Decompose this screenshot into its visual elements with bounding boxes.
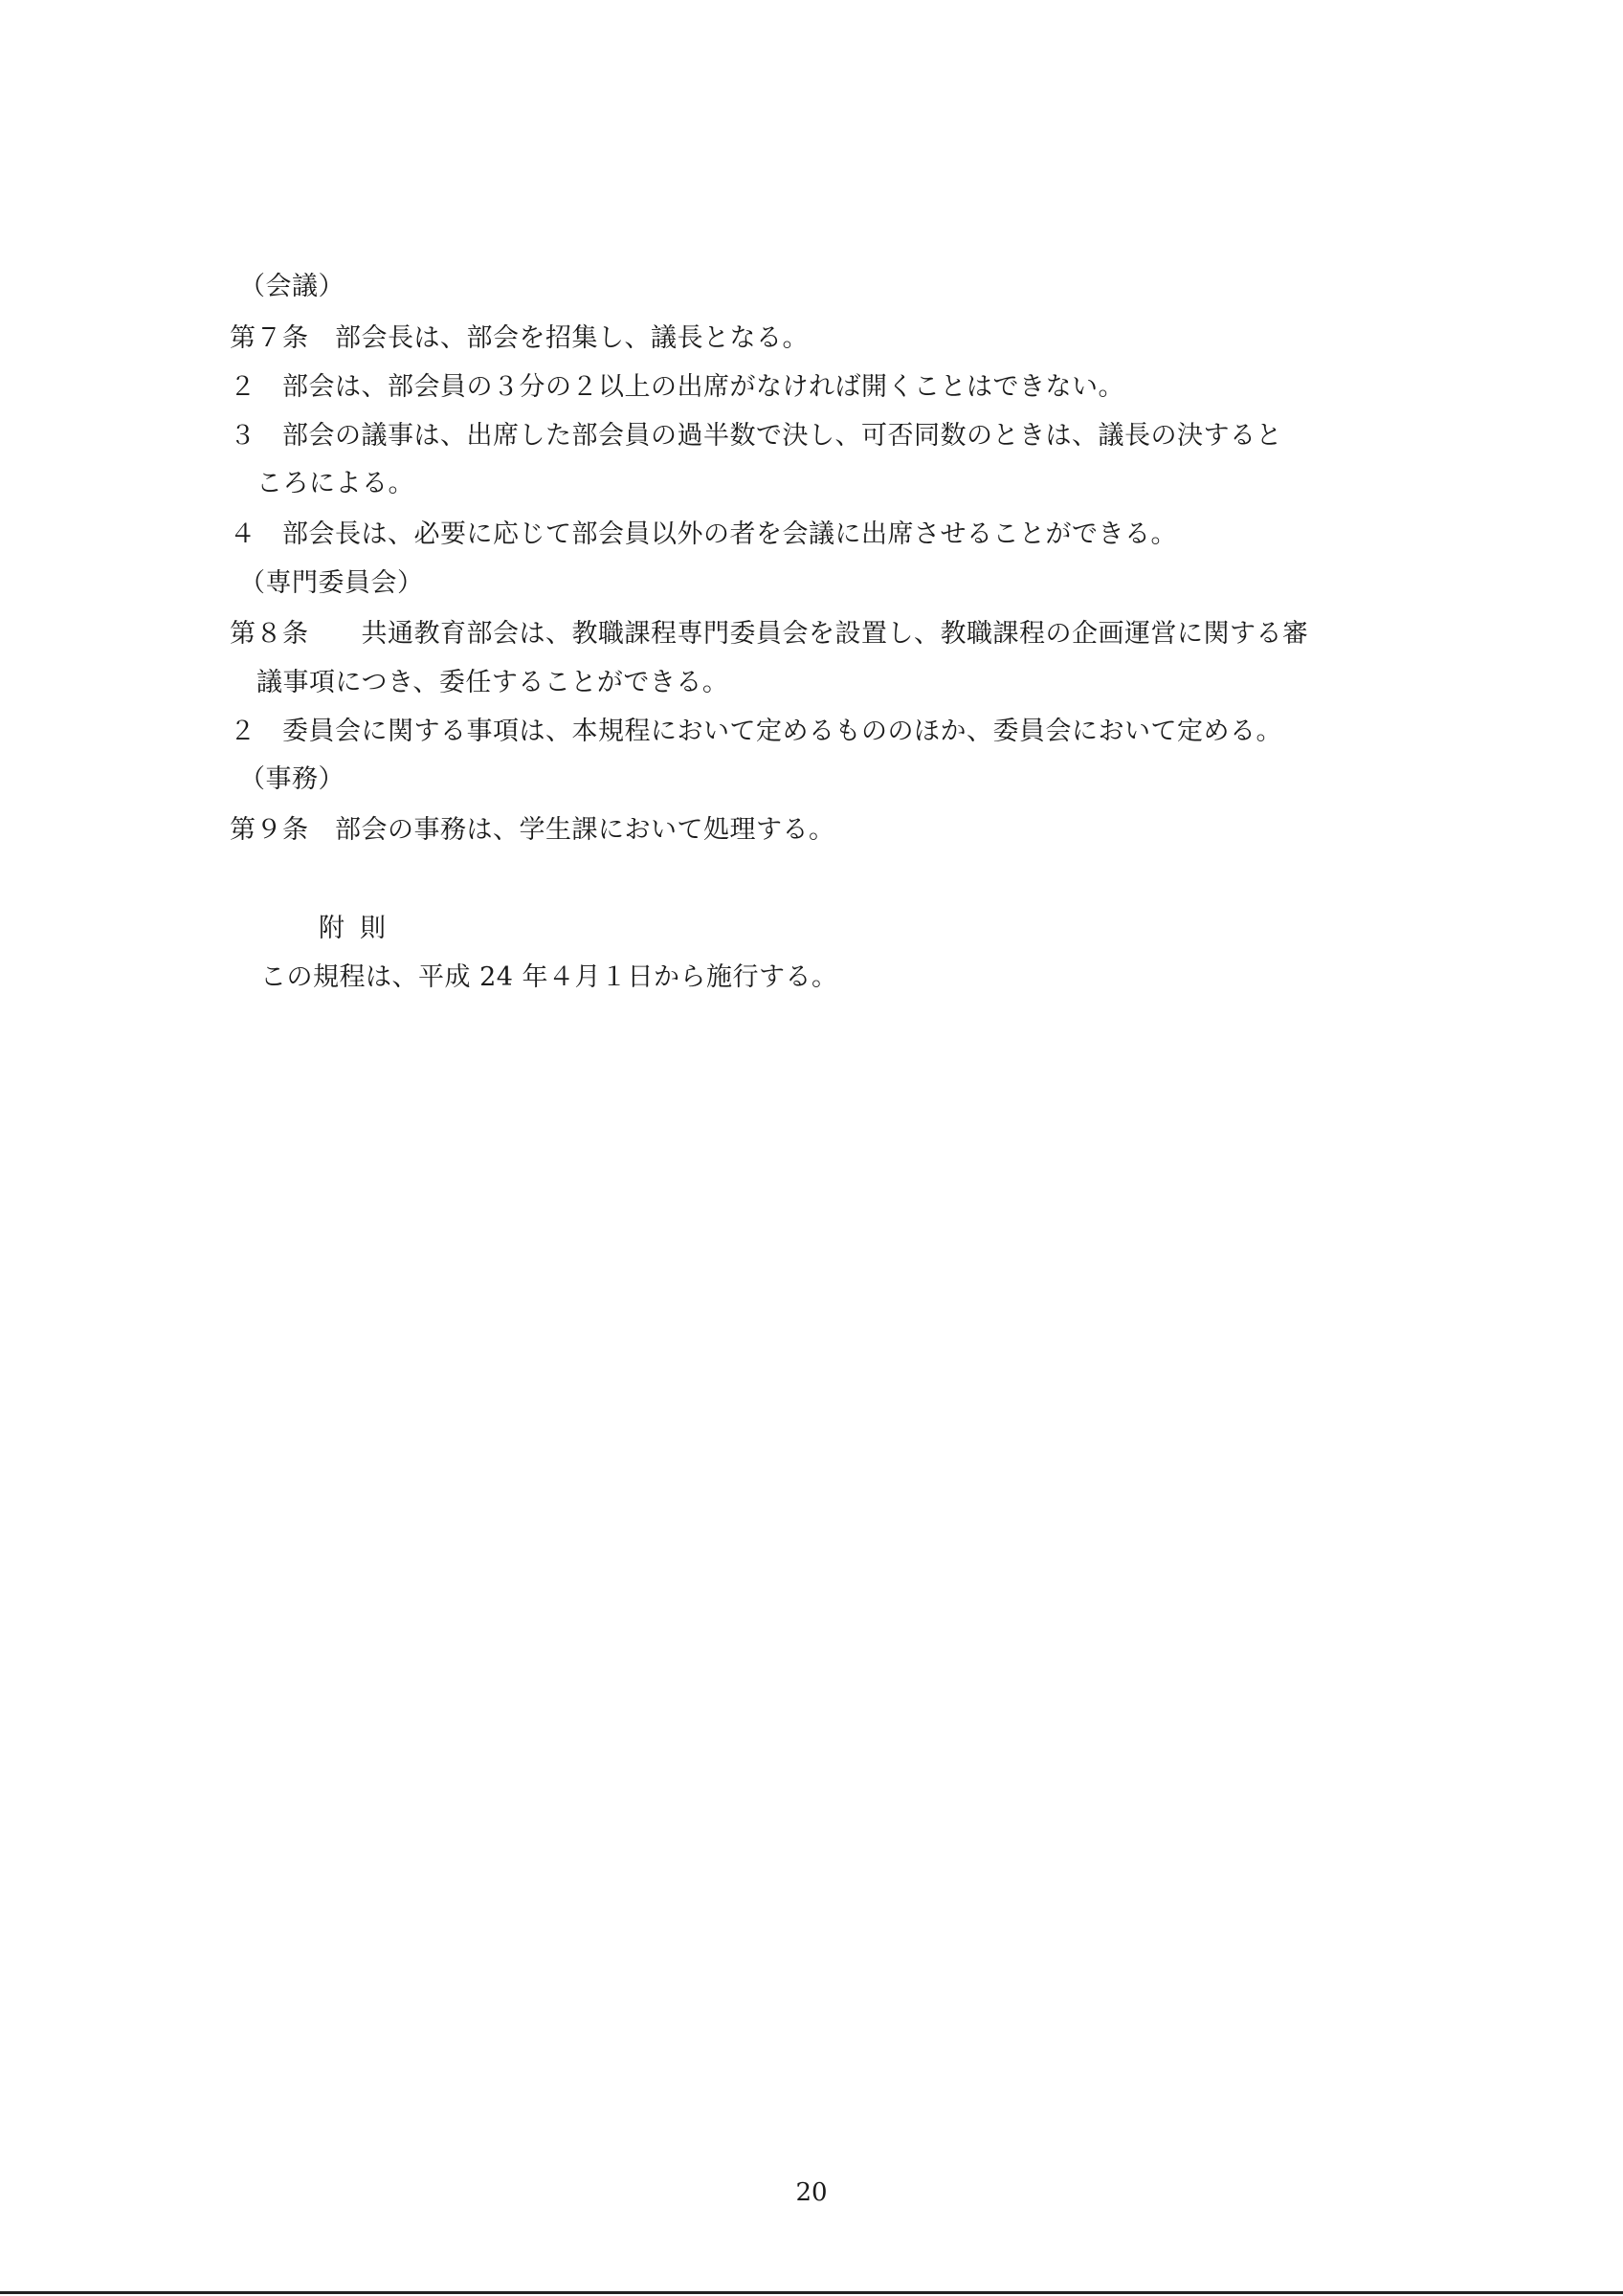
article-8-paragraph-2: ２ 委員会に関する事項は、本規程において定めるもののほか、委員会において定める。 xyxy=(230,717,1282,746)
article-8-text: 第８条 共通教育部会は、教職課程専門委員会を設置し、教職課程の企画運営に関する審 xyxy=(230,619,1309,649)
section-heading-meeting: （会議） xyxy=(239,272,345,301)
article-7-text: 第７条 部会長は、部会を招集し、議長となる。 xyxy=(230,323,809,353)
article-7-paragraph-4: ４ 部会長は、必要に応じて部会員以外の者を会議に出席させることができる。 xyxy=(230,519,1177,549)
section-heading-committee: （専門委員会） xyxy=(239,568,424,598)
bottom-border-line xyxy=(0,2291,1623,2294)
article-7-paragraph-3-continuation: ころによる。 xyxy=(256,469,414,498)
section-heading-affairs: （事務） xyxy=(239,764,345,794)
article-7-paragraph-3: ３ 部会の議事は、出席した部会員の過半数で決し、可否同数のときは、議長の決すると xyxy=(230,421,1282,451)
article-7-paragraph-2: ２ 部会は、部会員の３分の２以上の出席がなければ開くことはできない。 xyxy=(230,372,1124,402)
appendix-title: 附則 xyxy=(319,914,401,943)
article-9-text: 第９条 部会の事務は、学生課において処理する。 xyxy=(230,815,835,845)
article-8-continuation: 議事項につき、委任することができる。 xyxy=(256,668,729,697)
appendix-body: この規程は、平成 24 年４月１日から施行する。 xyxy=(260,962,838,992)
page-number: 20 xyxy=(795,2178,828,2207)
